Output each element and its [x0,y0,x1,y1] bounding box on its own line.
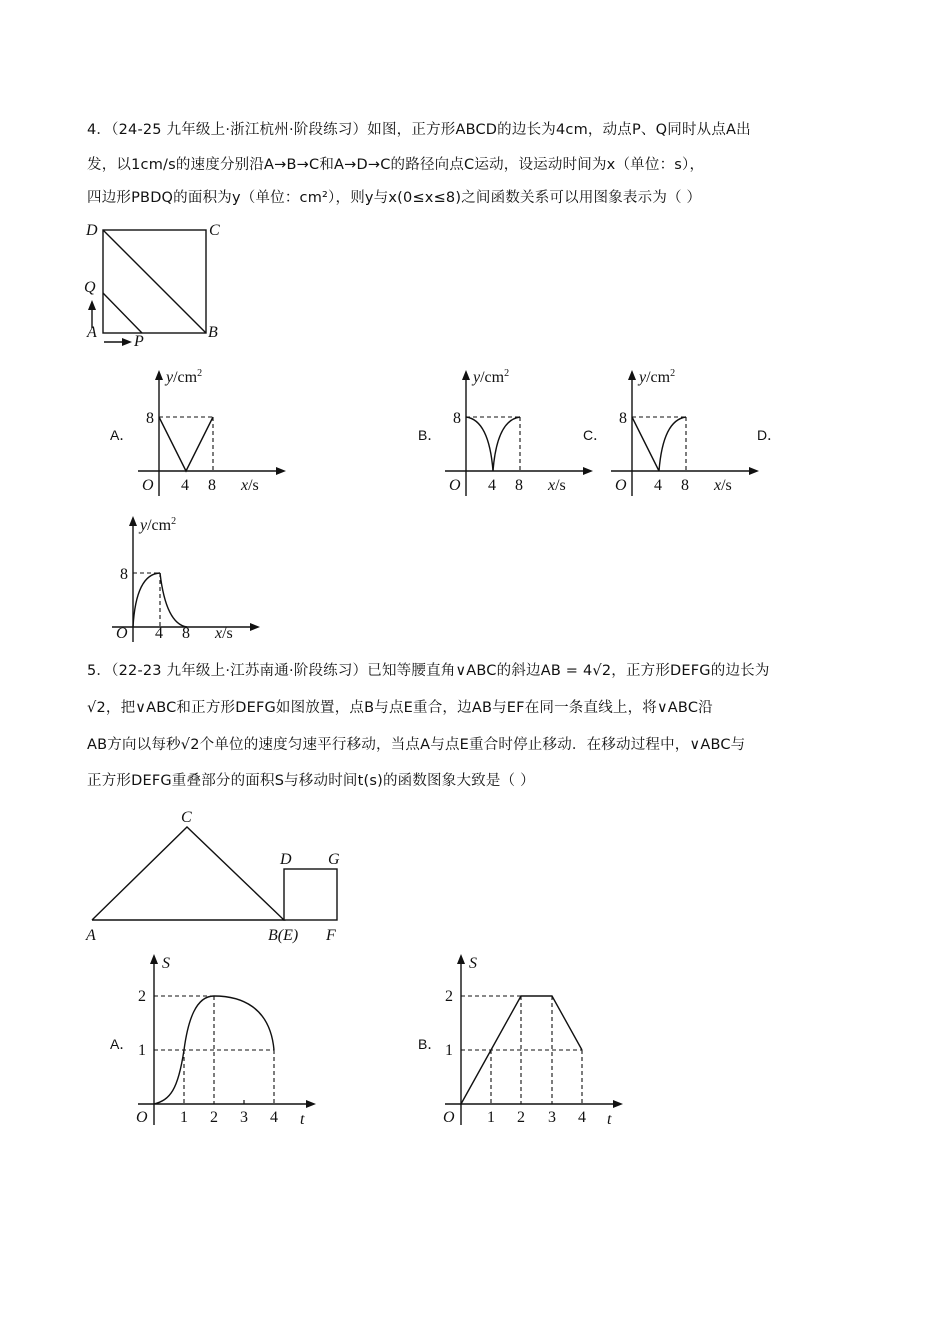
x-tick-4: 4 [181,477,189,494]
q4-text-3: 四边形PBDQ的面积为y（单位：cm²），则y与x(0≤x≤8)之间函数关系可以用图象表示为（ ） [87,190,702,206]
y-axis-label: $y/cm^2$ [639,368,676,386]
q5-option-a-label[interactable]: A． [110,1036,134,1052]
q4-graph-d [104,512,264,642]
origin-label: O [615,477,627,494]
label-b-e: B(E) [268,927,299,944]
q5-line-1 [87,661,770,681]
x-axis-label: x/s [548,477,566,494]
q4-line-2 [87,155,704,175]
q5-text-1: 已知等腰直角∨ABC的斜边AB = 4√2，正方形DEFG的边长为 [367,663,770,679]
x-axis-label: x/s [714,477,732,494]
y-tick-1: 1 [138,1042,146,1059]
q5-text-3: AB方向以每秒√2个单位的速度匀速平行移动，当点A与点E重合时停止移动．在移动过程中，∨ABC与 [87,737,746,753]
q5-text-2: √2，把∨ABC和正方形DEFG如图放置，点B与点E重合，边AB与EF在同一条直线上，将∨ABC沿 [87,700,713,716]
x-axis-label: t [607,1111,612,1128]
q5-number: 5． [87,663,112,679]
label-p: P [134,333,144,350]
x-axis-label: t [300,1111,305,1128]
q5-line-4 [87,771,535,791]
y-axis-label: S [162,955,170,972]
y-tick-1: 1 [445,1042,453,1059]
x-tick-3: 3 [240,1109,248,1126]
y-axis-label: $y/cm^2$ [473,368,510,386]
x-tick-3: 3 [548,1109,556,1126]
y-tick-2: 2 [138,988,146,1005]
x-tick-2: 2 [517,1109,525,1126]
label-a: A [87,324,97,341]
q4-number: 4． [87,122,112,138]
x-tick-4: 4 [654,477,662,494]
y-tick-8: 8 [619,410,627,427]
q4-text-2: 发，以1cm/s的速度分别沿A→B→C和A→D→C的路径向点C运动，设运动时间为x（单位：s）， [87,157,705,173]
q4-option-c-label[interactable]: C． [583,427,608,443]
q5-graph-a [130,950,320,1130]
q4-square-figure [84,220,244,350]
origin-label: O [116,625,128,642]
x-tick-8: 8 [208,477,216,494]
label-d: D [280,851,292,868]
origin-label: O [142,477,154,494]
y-axis-label: $y/cm^2$ [140,516,177,534]
label-g: G [328,851,340,868]
origin-label: O [449,477,461,494]
q5-option-b-label[interactable]: B． [418,1036,442,1052]
x-tick-1: 1 [180,1109,188,1126]
x-axis-label: x/s [215,625,233,642]
label-q: Q [84,279,96,296]
x-tick-8: 8 [182,625,190,642]
q4-line-1 [87,120,751,140]
q5-triangle-square-figure [84,805,374,950]
y-tick-8: 8 [120,566,128,583]
y-tick-8: 8 [453,410,461,427]
x-tick-4: 4 [270,1109,278,1126]
y-tick-8: 8 [146,410,154,427]
x-tick-8: 8 [515,477,523,494]
q4-option-d-label[interactable]: D． [757,427,782,443]
x-tick-2: 2 [210,1109,218,1126]
x-tick-4: 4 [155,625,163,642]
q5-source: （22-23 九年级上·江苏南通·阶段练习） [111,663,368,679]
label-c: C [181,809,192,826]
q5-text-4: 正方形DEFG重叠部分的面积S与移动时间t(s)的函数图象大致是（ ） [87,773,535,789]
y-axis-label: S [469,955,477,972]
x-axis-label: x/s [241,477,259,494]
label-d: D [86,222,98,239]
q4-option-a-label[interactable]: A． [110,427,134,443]
label-c: C [209,222,220,239]
q4-source: （24-25 九年级上·浙江杭州·阶段练习） [111,122,368,138]
q4-line-3 [87,188,701,208]
x-tick-8: 8 [681,477,689,494]
q4-option-b-label[interactable]: B． [418,427,442,443]
q4-text-1: 如图，正方形ABCD的边长为4cm，动点P、Q同时从点A出 [367,122,751,138]
y-tick-2: 2 [445,988,453,1005]
q5-line-3 [87,735,745,755]
x-tick-4: 4 [578,1109,586,1126]
q4-graph-a [130,366,290,496]
q4-graph-b [437,366,597,496]
label-a: A [86,927,96,944]
label-f: F [326,927,336,944]
q4-graph-c [603,366,763,496]
x-tick-1: 1 [487,1109,495,1126]
origin-label: O [136,1109,148,1126]
y-axis-label: $y/cm^2$ [166,368,203,386]
q5-graph-b [437,950,627,1130]
origin-label: O [443,1109,455,1126]
q5-line-2 [87,698,713,718]
x-tick-4: 4 [488,477,496,494]
label-b: B [208,324,218,341]
